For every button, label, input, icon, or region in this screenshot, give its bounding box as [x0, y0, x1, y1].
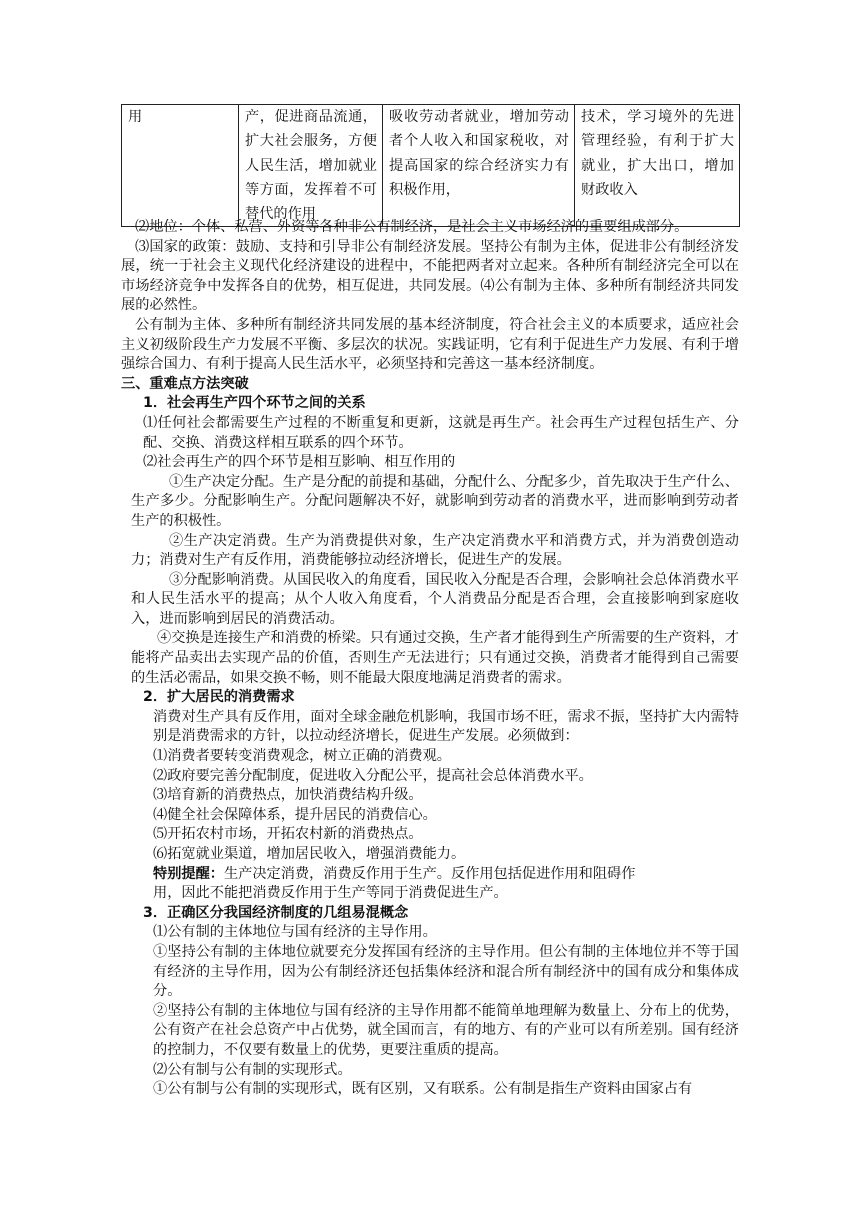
subheading-3: 3．正确区分我国经济制度的几组易混概念 — [143, 904, 409, 921]
paragraph-ownership-forms: ⑵公有制与公有制的实现形式。 — [153, 1061, 352, 1078]
special-reminder — [121, 865, 739, 885]
paragraph-dominance-1: ①坚持公有制的主体地位就要充分发挥国有经济的主导作用。但公有制的主体地位并不等于国有经济的主导作用，因为公有制经济还包括集体经济和混合所有制经济中的国有成分和集体成分。 — [153, 943, 739, 1000]
paragraph-four-links: ⑵社会再生产的四个环节是相互影响、相互作用的 — [143, 454, 456, 471]
paragraph-exchange: ④交换是连接生产和消费的桥梁。只有通过交换，生产者才能得到生产所需要的生产资料，才能将产品卖出去实现产品的价值，否则生产无法进行；只有通过交换，消费者才能得到自己需要的生活必需品，如果交换不畅，则不能最大限度地满足消费者的需求。 — [131, 630, 739, 686]
paragraph-basic-system: 公有制为主体、多种所有制经济共同发展的基本经济制度，符合社会主义的本质要求，适应社会主义初级阶段生产力发展不平衡、多层次的状况。实践证明，它有利于促进生产力发展、有利于增强综合国力、有利于提高人民生活水平，必须坚持和完善这一基本经济制度。 — [121, 316, 739, 373]
table-cell: 产，促进商品流通，扩大社会服务，方便人民生活，增加就业等方面，发挥着不可替代的作用 — [239, 105, 383, 227]
paragraph-dominance-2: ②坚持公有制的主体地位与国有经济的主导作用都不能简单地理解为数量上、分布上的优势，公有资产在社会总资产中占优势，就全国而言，有的地方、有的产业可以有所差别。国有经济的控制力，不仅要有数量上的优势，更要注重质的提高。 — [153, 1002, 739, 1058]
list-item: ⑸开拓农村市场，开拓农村新的消费热点。 — [153, 826, 423, 843]
paragraph-policy: ⑶国家的政策：鼓励、支持和引导非公有制经济发展。坚持公有制为主体，促进非公有制经济发展，统一于社会主义现代化经济建设的进程中，不能把两者对立起来。各种所有制经济完全可以在市场经济竞争中发挥各自的优势，相互促进，共同发展。⑷公有制为主体、多种所有制经济共同发展的必然性。 — [121, 238, 739, 314]
list-item: ⑶培育新的消费热点，加快消费结构升级。 — [153, 787, 423, 804]
paragraph-status: ⑵地位：个体、私营、外资等各种非公有制经济，是社会主义市场经济的重要组成部分。 — [135, 219, 689, 235]
comparison-table — [121, 104, 740, 227]
table-cell: 技术，学习境外的先进管理经验，有利于扩大就业，扩大出口，增加财政收入 — [575, 105, 740, 227]
body-text — [121, 218, 739, 1100]
list-item: ⑷健全社会保障体系，提升居民的消费信心。 — [153, 806, 437, 823]
list-item: ⑹拓宽就业渠道，增加居民收入，增强消费能力。 — [153, 846, 466, 862]
list-item: ⑵政府要完善分配制度，促进收入分配公平，提高社会总体消费水平。 — [153, 767, 593, 784]
reminder-label: 特别提醒： — [153, 865, 224, 882]
subheading-2: 2．扩大居民的消费需求 — [143, 689, 295, 706]
paragraph-consumption-intro: 消费对生产具有反作用，面对全球金融危机影响，我国市场不旺，需求不振，坚持扩大内需特别是消费需求的方针，以拉动经济增长，促进生产发展。必须做到： — [153, 708, 739, 745]
table-cell: 用 — [122, 105, 239, 227]
paragraph-ownership-forms-1: ①公有制与公有制的实现形式，既有区别，又有联系。公有制是指生产资料由国家占有 — [153, 1081, 693, 1098]
paragraph-reproduction: ⑴任何社会都需要生产过程的不断重复和更新，这就是再生产。社会再生产过程包括生产、分配、交换、消费这样相互联系的四个环节。 — [143, 414, 739, 451]
paragraph-dominance: ⑴公有制的主体地位与国有经济的主导作用。 — [153, 924, 437, 941]
paragraph-production-consumption: ②生产决定消费。生产为消费提供对象，生产决定消费水平和消费方式，并为消费创造动力；消费对生产有反作用，消费能够拉动经济增长，促进生产的发展。 — [131, 532, 739, 569]
paragraph-production-distribution: ①生产决定分配。生产是分配的前提和基础，分配什么、分配多少，首先取决于生产什么、生产多少。分配影响生产。分配问题解决不好，就影响到劳动者的消费水平，进而影响到劳动者生产的积极性。 — [131, 473, 739, 529]
section-heading: 三、重难点方法突破 — [121, 375, 249, 392]
list-item: ⑴消费者要转变消费观念，树立正确的消费观。 — [153, 748, 451, 765]
reminder-text: 生产决定消费，消费反作用于生产。反作用包括促进作用和阻碍作 — [223, 865, 636, 882]
paragraph-distribution-consumption: ③分配影响消费。从国民收入的角度看，国民收入分配是否合理，会影响社会总体消费水平和人民生活水平的提高；从个人收入角度看，个人消费品分配是否合理，会直接影响到家庭收入，进而影响到居民的消费活动。 — [131, 571, 739, 627]
table-cell: 吸收劳动者就业，增加劳动者个人收入和国家税收，对提高国家的综合经济实力有积极作用， — [383, 105, 575, 227]
subheading-1: 1．社会再生产四个环节之间的关系 — [143, 395, 366, 412]
table-row — [122, 105, 740, 227]
reminder-continuation: 用，因此不能把消费反作用于生产等同于消费促进生产。 — [153, 885, 508, 902]
